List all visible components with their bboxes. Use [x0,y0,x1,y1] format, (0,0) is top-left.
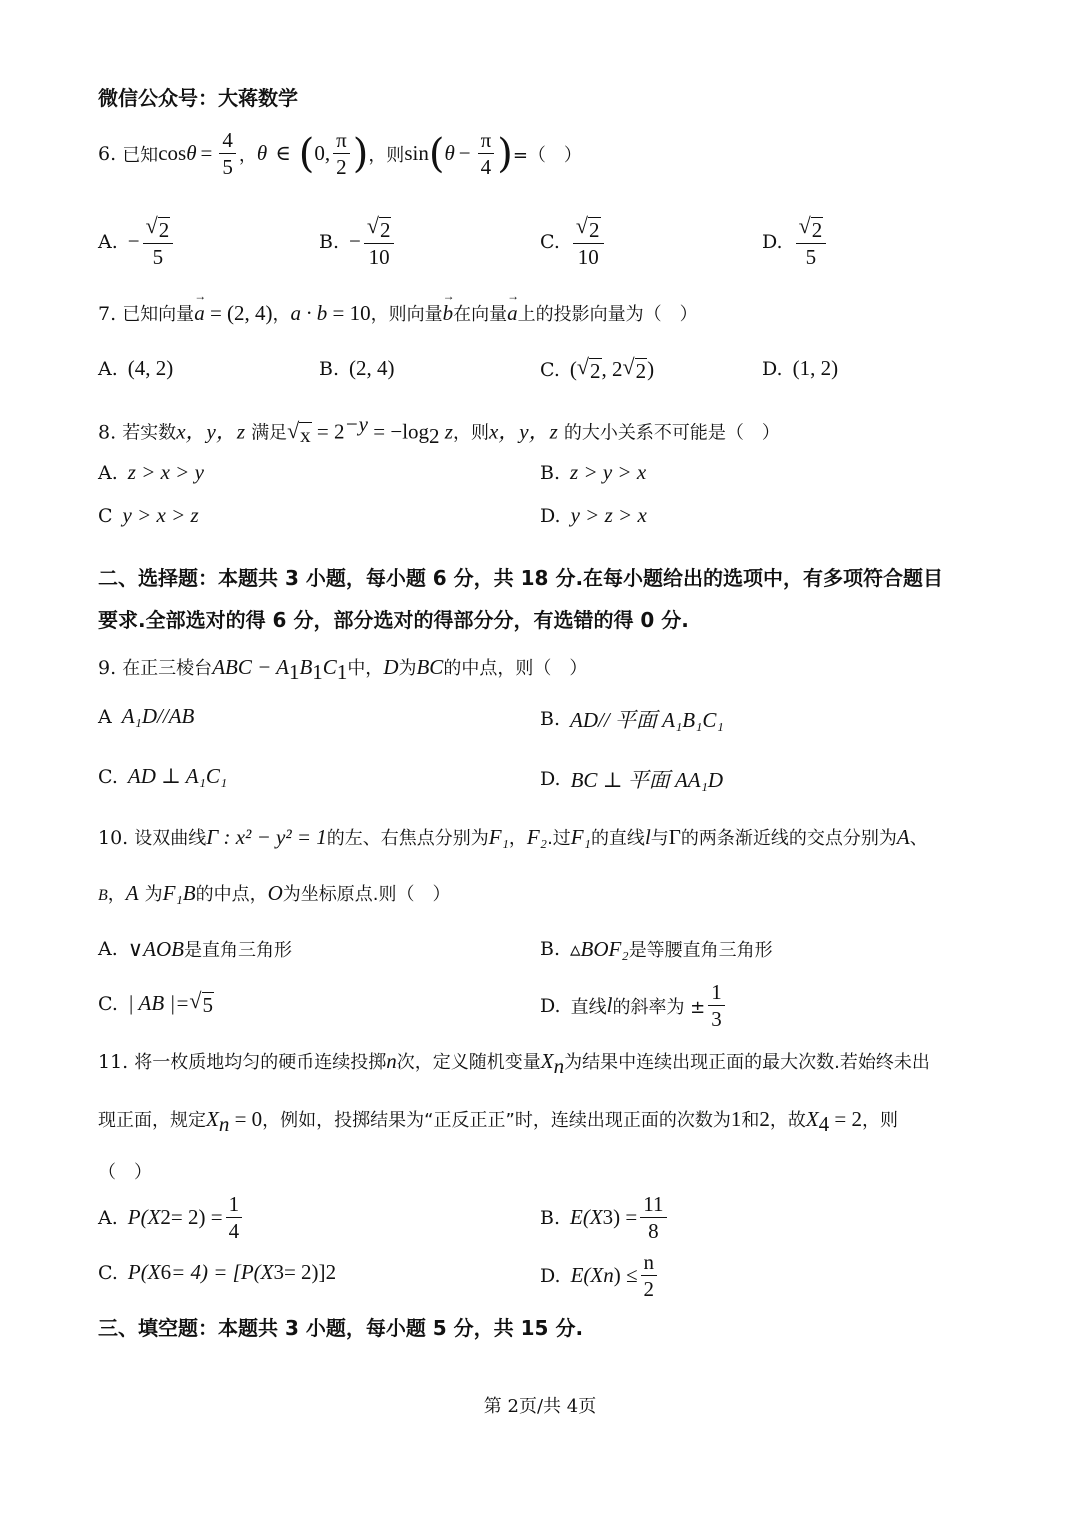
option-text: 直线 [570,996,607,1018]
option-label: D. [540,1264,561,1287]
q9-option-d [540,764,723,794]
stem-text: ，则 [368,144,405,166]
fraction-numerator: n [641,1250,658,1276]
fraction-numerator: π [333,128,350,154]
math-line: l [644,825,651,849]
option-label: D. [540,504,561,527]
fraction-numerator: π [478,128,495,154]
math-vars: x，y，z [488,419,558,444]
stem-text: ，则 [862,1110,898,1131]
stem-text: 的大小关系不可能是（ ） [563,422,780,444]
math-var: X [206,1107,219,1131]
option-math: | AB |= [127,991,190,1016]
option-label: A. [98,938,118,960]
option-fraction: √ 2 10 [364,214,395,269]
fraction-pi-half [333,128,350,179]
option-label: C. [540,230,560,253]
math-minus: − [458,141,471,166]
stem-text: 的中点，则（ ） [443,658,588,679]
option-value: (4, 2) [127,356,174,380]
q8-option-c [98,503,199,528]
stem-text: 的左、右焦点分别为 [326,828,489,849]
q11-option-c [98,1260,336,1285]
math-expr: z [439,419,453,444]
option-fraction: √ 2 10 [573,214,604,269]
comma: ， [508,828,527,849]
math-superscript: 2 [325,1260,337,1284]
paren-left: ( [298,130,315,177]
option-label: A. [98,1206,118,1229]
option-text: 是等腰直角三角形 [628,940,773,961]
fraction-denominator: 8 [648,1219,659,1244]
option-math: ∨AOB [127,936,184,961]
math-line: l [606,993,613,1018]
option-math: = 2) = [170,1205,223,1230]
math-eq: = [200,141,213,166]
math-segment: F₁B [162,881,196,905]
option-value: , 2 [601,357,623,382]
option-value: AD// 平面 A₁B₁C₁ [570,708,724,732]
option-fraction [641,1250,658,1301]
section-2-heading-line-2: 要求.全部选对的得 6 分，部分选对的得部分分，有选错的得 0 分. [98,608,689,632]
paren-right: ) [497,130,513,177]
math-in: ∈ [275,141,291,166]
math-point: A [125,881,139,905]
math-value: = 0 [229,1107,263,1131]
math-subscript: 6 [160,1260,172,1284]
option-math: ) ≤ [613,1263,638,1288]
option-value: z > x > y [127,460,204,484]
question-11-stem-line-1: 11. 将一枚质地均匀的硬币连续投掷n次，定义随机变量$X_n$为结果中连续出现正面的最大次数.若始终未出 [98,1049,930,1078]
fraction-denominator: 4 [480,155,492,180]
question-number: 8. [98,421,117,444]
q7-option-c: C. ( √ 2 , 2 √ 2 ) [540,354,655,383]
option-label: D. [540,768,561,790]
fraction-denominator: 5 [222,155,233,180]
stem-text: 现正面，规定 [98,1110,206,1131]
stem-text: 若实数 [122,422,177,444]
stem-text: 的两条渐近线的交点分别为 [680,828,897,849]
fraction-denominator: 3 [711,1007,722,1032]
option-value: y > x > z [122,503,199,527]
question-number: 6. [98,142,117,165]
math-theta: θ [256,141,268,166]
stem-text: （ ） [98,1162,152,1183]
q8-option-d [540,503,647,528]
math-segment: BC [416,655,444,679]
math-dot-product: a · b [290,301,328,325]
q7-option-d [762,356,838,381]
option-value: AD ⊥ A₁C₁ [127,764,228,788]
stem-text: 已知向量 [122,304,195,325]
stem-text: 设双曲线 [134,828,207,849]
sqrt-arg: 2 [158,218,170,242]
stem-text: =（ ） [512,144,582,166]
option-math: = 4) = [P(X [171,1260,274,1284]
fraction-numerator: 1 [226,1192,243,1218]
option-label: B. [540,1206,561,1229]
stem-text: 在正三棱台 [122,658,213,679]
sqrt-arg: 2 [379,218,391,242]
option-label: A. [98,461,118,484]
fraction-denominator: 10 [577,245,599,270]
option-sign: − [127,229,140,254]
option-label: D. [762,230,783,253]
comma: ， [238,144,257,166]
option-fraction: √ 2 5 [796,214,827,269]
question-8-stem: 8. 若实数x，y，z 满足 √ x = $2^{-y} = -\log_2$ z，则x，y，z 的大小关系不可能是（ ） [98,412,780,449]
math-value: = 10 [327,301,371,325]
option-math: ) = [613,1205,638,1230]
math-subscript: 2 [160,1205,171,1230]
math-value: = (2, 4) [204,301,273,325]
option-fraction [640,1192,666,1243]
question-6-stem [98,128,582,179]
stem-text: 为 [144,884,163,905]
question-10-stem-line-2: B，A 为F₁B的中点，O为坐标原点.则（ ） [98,881,451,905]
math-exponent: −y [344,412,369,436]
stem-text: 已知 [122,144,159,166]
option-value: A₁D//AB [121,704,195,728]
option-label: D. [762,357,783,380]
q8-option-b [540,460,646,485]
math-cos: cos [158,141,187,166]
stem-text: 满足 [251,422,288,444]
fraction-denominator: 4 [228,1219,240,1244]
q7-option-b [319,356,395,381]
page-footer: 第 2页/共 4页 [483,1396,597,1417]
q11-option-b [540,1192,670,1243]
fraction-denominator: 2 [643,1277,655,1302]
option-sign: − [349,229,361,254]
q11-option-a [98,1192,245,1243]
option-text: 是直角三角形 [183,940,292,961]
math-value: = 2 [829,1107,862,1131]
option-value: BC ⊥ 平面 AA₁D [570,768,724,792]
fraction-pi-quarter [478,128,495,179]
math-focus: F₁ [488,825,509,849]
math-curve-name: Γ [668,825,681,849]
option-label: C. [98,1261,118,1284]
stem-text: ，则 [452,422,489,444]
stem-text: 和 [741,1110,760,1131]
stem-text: 与 [650,828,669,849]
fraction-denominator: 2 [336,155,347,180]
fraction-cos-value [219,128,236,179]
interval-left: 0, [314,141,331,166]
question-10-stem-line-1 [98,824,928,850]
option-label: A. [98,230,118,253]
fraction-denominator: 5 [152,245,164,270]
math-sin: sin [404,141,429,166]
math-solid: ABC − A [212,655,289,679]
option-math: P(X [127,1260,161,1284]
fraction-denominator: 5 [805,245,817,270]
fraction-numerator: 1 [708,980,725,1006]
math-point: B [98,887,108,904]
question-11-stem-line-2: 现正面，规定$X_n = 0$，例如，投掷结果为“正反正正”时，连续出现正面的次数为1和2，故$X_4 = 2$，则 [98,1107,898,1136]
stem-text: 的直线 [590,828,645,849]
question-9-stem: 9. 在正三棱台ABC − $A_1B_1C_1$中，D为BC的中点，则（ ） [98,655,588,684]
question-7-stem [98,300,698,326]
math-log-base: 2 [429,424,440,449]
fraction-numerator: 4 [219,128,236,154]
sqrt-arg: 2 [589,218,600,242]
vector-b: → b [443,301,454,326]
sqrt-arg: 2 [590,359,601,383]
math-expr: = 2 [311,419,345,444]
math-value: 2 [759,1107,770,1131]
option-math: ▵BOF₂ [570,936,629,961]
option-label: C [98,504,113,527]
option-label: B. [540,461,561,484]
option-math: E(X [570,1263,604,1288]
option-label: A [98,705,112,728]
math-subscript: 3 [273,1260,284,1284]
math-var: n [386,1049,397,1073]
math-point: D [383,655,399,679]
question-number: 10. [98,827,129,849]
stem-text: 将一枚质地均匀的硬币连续投掷 [134,1052,387,1073]
stem-text: 为结果中连续出现正面的最大次数.若始终未出 [564,1052,930,1073]
q6-option-c [540,214,607,269]
stem-text: ，则向量 [370,304,443,325]
option-label: B. [319,230,340,253]
math-theta: θ [186,141,197,166]
stem-text: 为 [398,658,417,679]
stem-text: 次，定义随机变量 [396,1052,541,1073]
question-number: 11. [98,1051,129,1073]
paren-left: ( [428,130,445,177]
q10-option-b [540,936,773,962]
page-header-title: 微信公众号：大蒋数学 [98,86,298,110]
section-2-heading-line-1: 二、选择题：本题共 3 小题，每小题 6 分，共 18 分.在每小题给出的选项中，有多项符合题目 [98,566,944,590]
option-fraction [226,1192,243,1243]
math-focus: F₂ [526,825,548,849]
option-value: ( [569,357,577,382]
option-text: 的斜率为 ± [612,996,706,1018]
option-label: B. [319,357,340,380]
stem-text: 中， [347,658,384,679]
option-label: C. [540,358,560,381]
option-fraction [708,980,725,1031]
option-label: D. [540,994,561,1017]
q11-option-d [540,1250,660,1301]
option-value: (2, 4) [349,356,395,380]
option-math: E(X [570,1205,603,1230]
q10-option-a [98,936,292,962]
math-point: A [896,825,910,849]
fraction-denominator: 10 [368,245,390,270]
q8-option-a [98,460,204,485]
paren-right: ) [352,130,369,177]
option-math: P(X [127,1205,161,1230]
sqrt-arg: 5 [202,993,214,1017]
option-value: z > y > x [570,460,647,484]
fraction-numerator: 11 [640,1192,666,1218]
option-value: (1, 2) [792,356,839,380]
question-number: 9. [98,657,117,679]
stem-text: ，故 [769,1110,806,1131]
comma: ， [272,304,291,325]
option-value: ) [647,357,655,382]
q9-option-c [98,764,227,789]
math-vars: x，y，z [176,419,246,444]
vector-a: → a [507,301,518,326]
vector-a: → a [194,301,205,326]
math-expr: = −log [368,419,430,444]
option-label: B. [540,938,561,960]
math-subscript: n [603,1263,614,1288]
q6-option-b [319,214,397,269]
sqrt-arg: 2 [811,218,823,242]
q9-option-b [540,704,724,734]
math-point: O [267,881,283,905]
question-number: 7. [98,303,117,325]
math-theta: θ [444,141,455,166]
stem-text: 、 [909,828,928,849]
option-label: C. [98,765,118,788]
math-subscript: 3 [602,1205,614,1230]
option-label: C. [98,992,118,1015]
q9-option-a [98,704,194,729]
option-math: = 2)] [283,1260,326,1284]
stem-text: 上的投影向量为（ ） [517,304,698,325]
q6-option-d [762,214,829,269]
stem-text: ，例如，投掷结果为“正反正正”时，连续出现正面的次数为 [262,1110,731,1131]
math-curve: Γ : x² − y² = 1 [206,825,327,849]
stem-text: 在向量 [453,304,508,325]
math-var: X [540,1049,554,1073]
q7-option-a [98,356,173,381]
sqrt-arg: 2 [635,359,647,383]
option-fraction: √ 2 5 [143,214,174,269]
math-value: 1 [730,1107,742,1131]
option-label: B. [540,708,561,730]
q6-option-a [98,214,176,269]
option-label: A. [98,357,118,380]
math-focus: F₁ [570,825,591,849]
math-var: X [805,1107,819,1131]
option-value: y > z > x [570,503,647,527]
stem-text: 为坐标原点.则（ ） [282,884,451,905]
question-11-stem-line-3 [98,1158,152,1184]
sqrt-arg: x [300,423,311,448]
stem-text: .过 [547,828,571,849]
section-3-heading: 三、填空题：本题共 3 小题，每小题 5 分，共 15 分. [98,1316,584,1340]
stem-text: 的中点， [195,884,268,905]
q10-option-c: C. | AB |= √ 5 [98,988,214,1017]
q10-option-d [540,980,728,1031]
